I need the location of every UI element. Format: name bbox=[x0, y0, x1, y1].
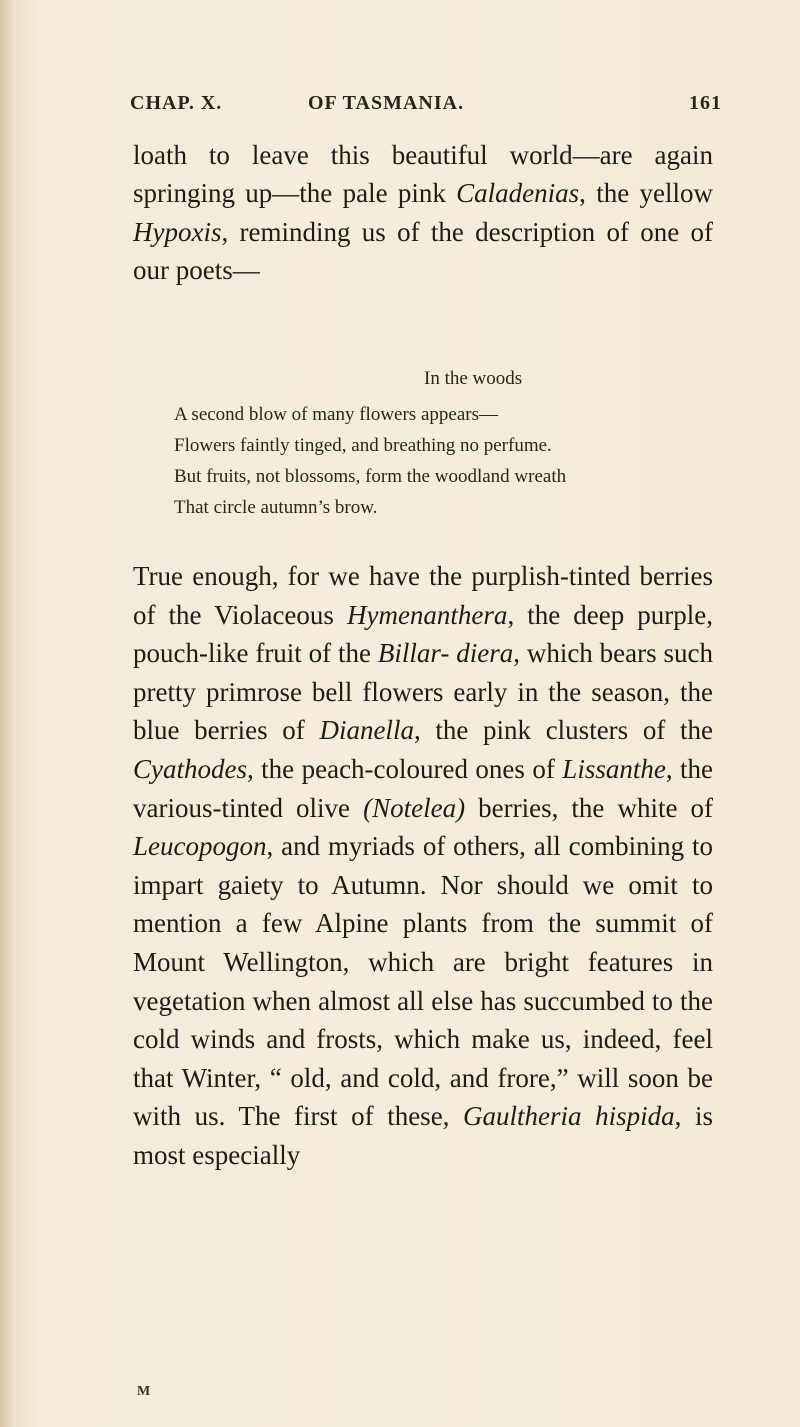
text-run: True enough, for we have the purplish-tinted berries of the Violaceous bbox=[133, 561, 713, 630]
text-run: loath to leave this beautiful world—are again springing up—the pale pink bbox=[133, 140, 713, 209]
poem-first-line: In the woods bbox=[424, 368, 523, 389]
text-run: , is most especially bbox=[133, 1101, 713, 1170]
poem-line: But fruits, not blossoms, form the woodland wreath bbox=[174, 466, 567, 487]
text-run: , which bears such pretty primrose bell flowers early in the season, the blue berries of bbox=[133, 638, 713, 746]
poem-line: That circle autumn’s brow. bbox=[174, 497, 378, 518]
italic-term: (Notelea) bbox=[363, 792, 466, 823]
paragraph-2 bbox=[133, 557, 713, 1175]
text-run: , and myriads of others, all combining to impart gaiety to Autumn. Nor should we omit to mention a few Alpine plants from the summit of Mount Wellington, which are bright features in vegetation when almost all else has succumbed to the cold winds and frosts, which make us, indeed, feel that Winter, “ old, and cold, and frore,” will soon be with us. The first of these, bbox=[133, 831, 713, 1132]
italic-term: Hypoxis bbox=[133, 216, 222, 247]
italic-term: Gaultheria hispida bbox=[463, 1101, 675, 1132]
running-title: OF TASMANIA. bbox=[308, 92, 465, 114]
text-run: berries, the white of bbox=[465, 792, 714, 823]
text-run: , the yellow bbox=[579, 178, 713, 209]
italic-term: Hymenanthera bbox=[346, 599, 508, 630]
signature-mark: M bbox=[137, 1384, 152, 1399]
italic-term: Lissanthe bbox=[562, 753, 666, 784]
text-run: , the peach-coloured ones of bbox=[247, 753, 563, 784]
italic-term: Billar- diera bbox=[377, 638, 514, 669]
running-header bbox=[0, 92, 800, 122]
italic-term: Leucopogon bbox=[133, 831, 267, 862]
italic-term: Dianella bbox=[319, 715, 414, 746]
chapter-label: CHAP. X. bbox=[130, 92, 223, 114]
page-number: 161 bbox=[689, 92, 722, 114]
text-run: , reminding us of the description of one of our poets— bbox=[133, 216, 713, 285]
poem-line: Flowers faintly tinged, and breathing no perfume. bbox=[174, 435, 552, 456]
poem-quotation bbox=[174, 399, 734, 523]
italic-term: Cyathodes bbox=[133, 753, 247, 784]
poem-line: A second blow of many flowers appears— bbox=[174, 404, 498, 425]
text-run: , the deep purple, pouch-like fruit of the bbox=[133, 599, 714, 669]
italic-term: Caladenias bbox=[456, 178, 580, 209]
paragraph-1 bbox=[133, 136, 713, 289]
page-gutter-shadow bbox=[0, 0, 14, 1427]
text-run: , the pink clusters of the bbox=[413, 715, 713, 746]
text-run: , the various-tinted olive bbox=[133, 753, 713, 823]
